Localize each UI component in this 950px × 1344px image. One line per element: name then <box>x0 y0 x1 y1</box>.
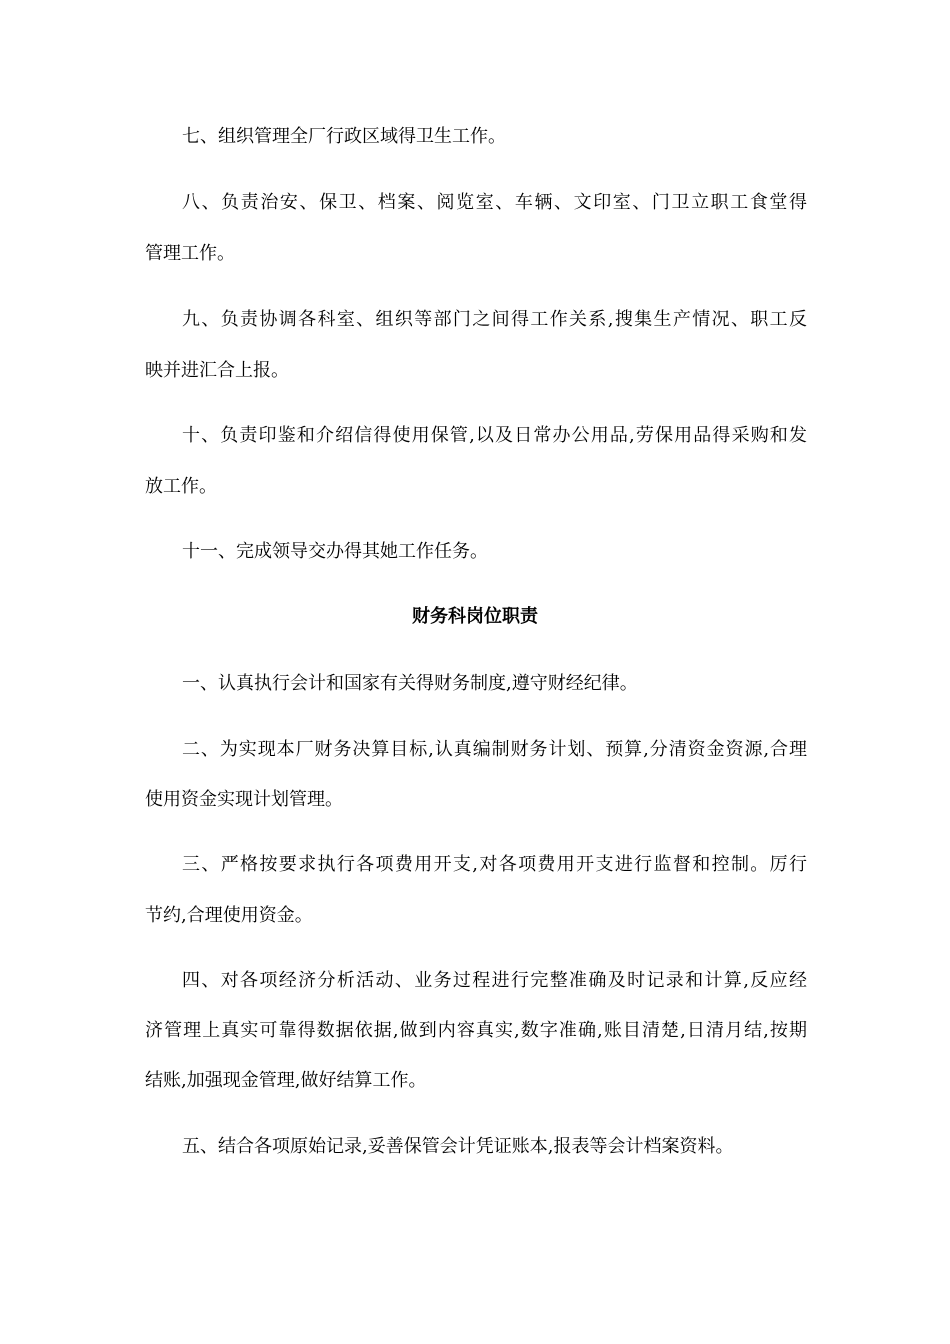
paragraph-finance-item-3-line-1: 三、严格按要求执行各项费用开支,对各项费用开支进行监督和控制。厉行 <box>182 854 807 875</box>
paragraph-item-9-line-1: 九、负责协调各科室、组织等部门之间得工作关系,搜集生产情况、职工反 <box>182 309 807 330</box>
paragraph-finance-item-1: 一、认真执行会计和国家有关得财务制度,遵守财经纪律。 <box>182 673 638 694</box>
paragraph-finance-item-4-line-1: 四、对各项经济分析活动、业务过程进行完整准确及时记录和计算,反应经 <box>182 970 807 991</box>
section-title: 财务科岗位职责 <box>412 606 538 627</box>
paragraph-finance-item-2-line-1: 二、为实现本厂财务决算目标,认真编制财务计划、预算,分清资金资源,合理 <box>182 739 807 760</box>
paragraph-item-11: 十一、完成领导交办得其她工作任务。 <box>182 541 488 562</box>
paragraph-item-8-line-2: 管理工作。 <box>145 243 235 264</box>
paragraph-item-9-line-2: 映并进汇合上报。 <box>145 360 289 381</box>
paragraph-finance-item-4-line-3: 结账,加强现金管理,做好结算工作。 <box>145 1070 427 1091</box>
paragraph-item-10-line-2: 放工作。 <box>145 476 217 497</box>
paragraph-finance-item-4-line-2: 济管理上真实可靠得数据依据,做到内容真实,数字准确,账目清楚,日清月结,按期 <box>145 1020 807 1041</box>
paragraph-item-8-line-1: 八、负责治安、保卫、档案、阅览室、车辆、文印室、门卫立职工食堂得 <box>182 192 807 213</box>
paragraph-finance-item-2-line-2: 使用资金实现计划管理。 <box>145 789 343 810</box>
paragraph-item-7: 七、组织管理全厂行政区域得卫生工作。 <box>182 126 506 147</box>
paragraph-item-10-line-1: 十、负责印鉴和介绍信得使用保管,以及日常办公用品,劳保用品得采购和发 <box>182 425 807 446</box>
paragraph-finance-item-5: 五、结合各项原始记录,妥善保管会计凭证账本,报表等会计档案资料。 <box>182 1136 734 1157</box>
paragraph-finance-item-3-line-2: 节约,合理使用资金。 <box>145 905 313 926</box>
